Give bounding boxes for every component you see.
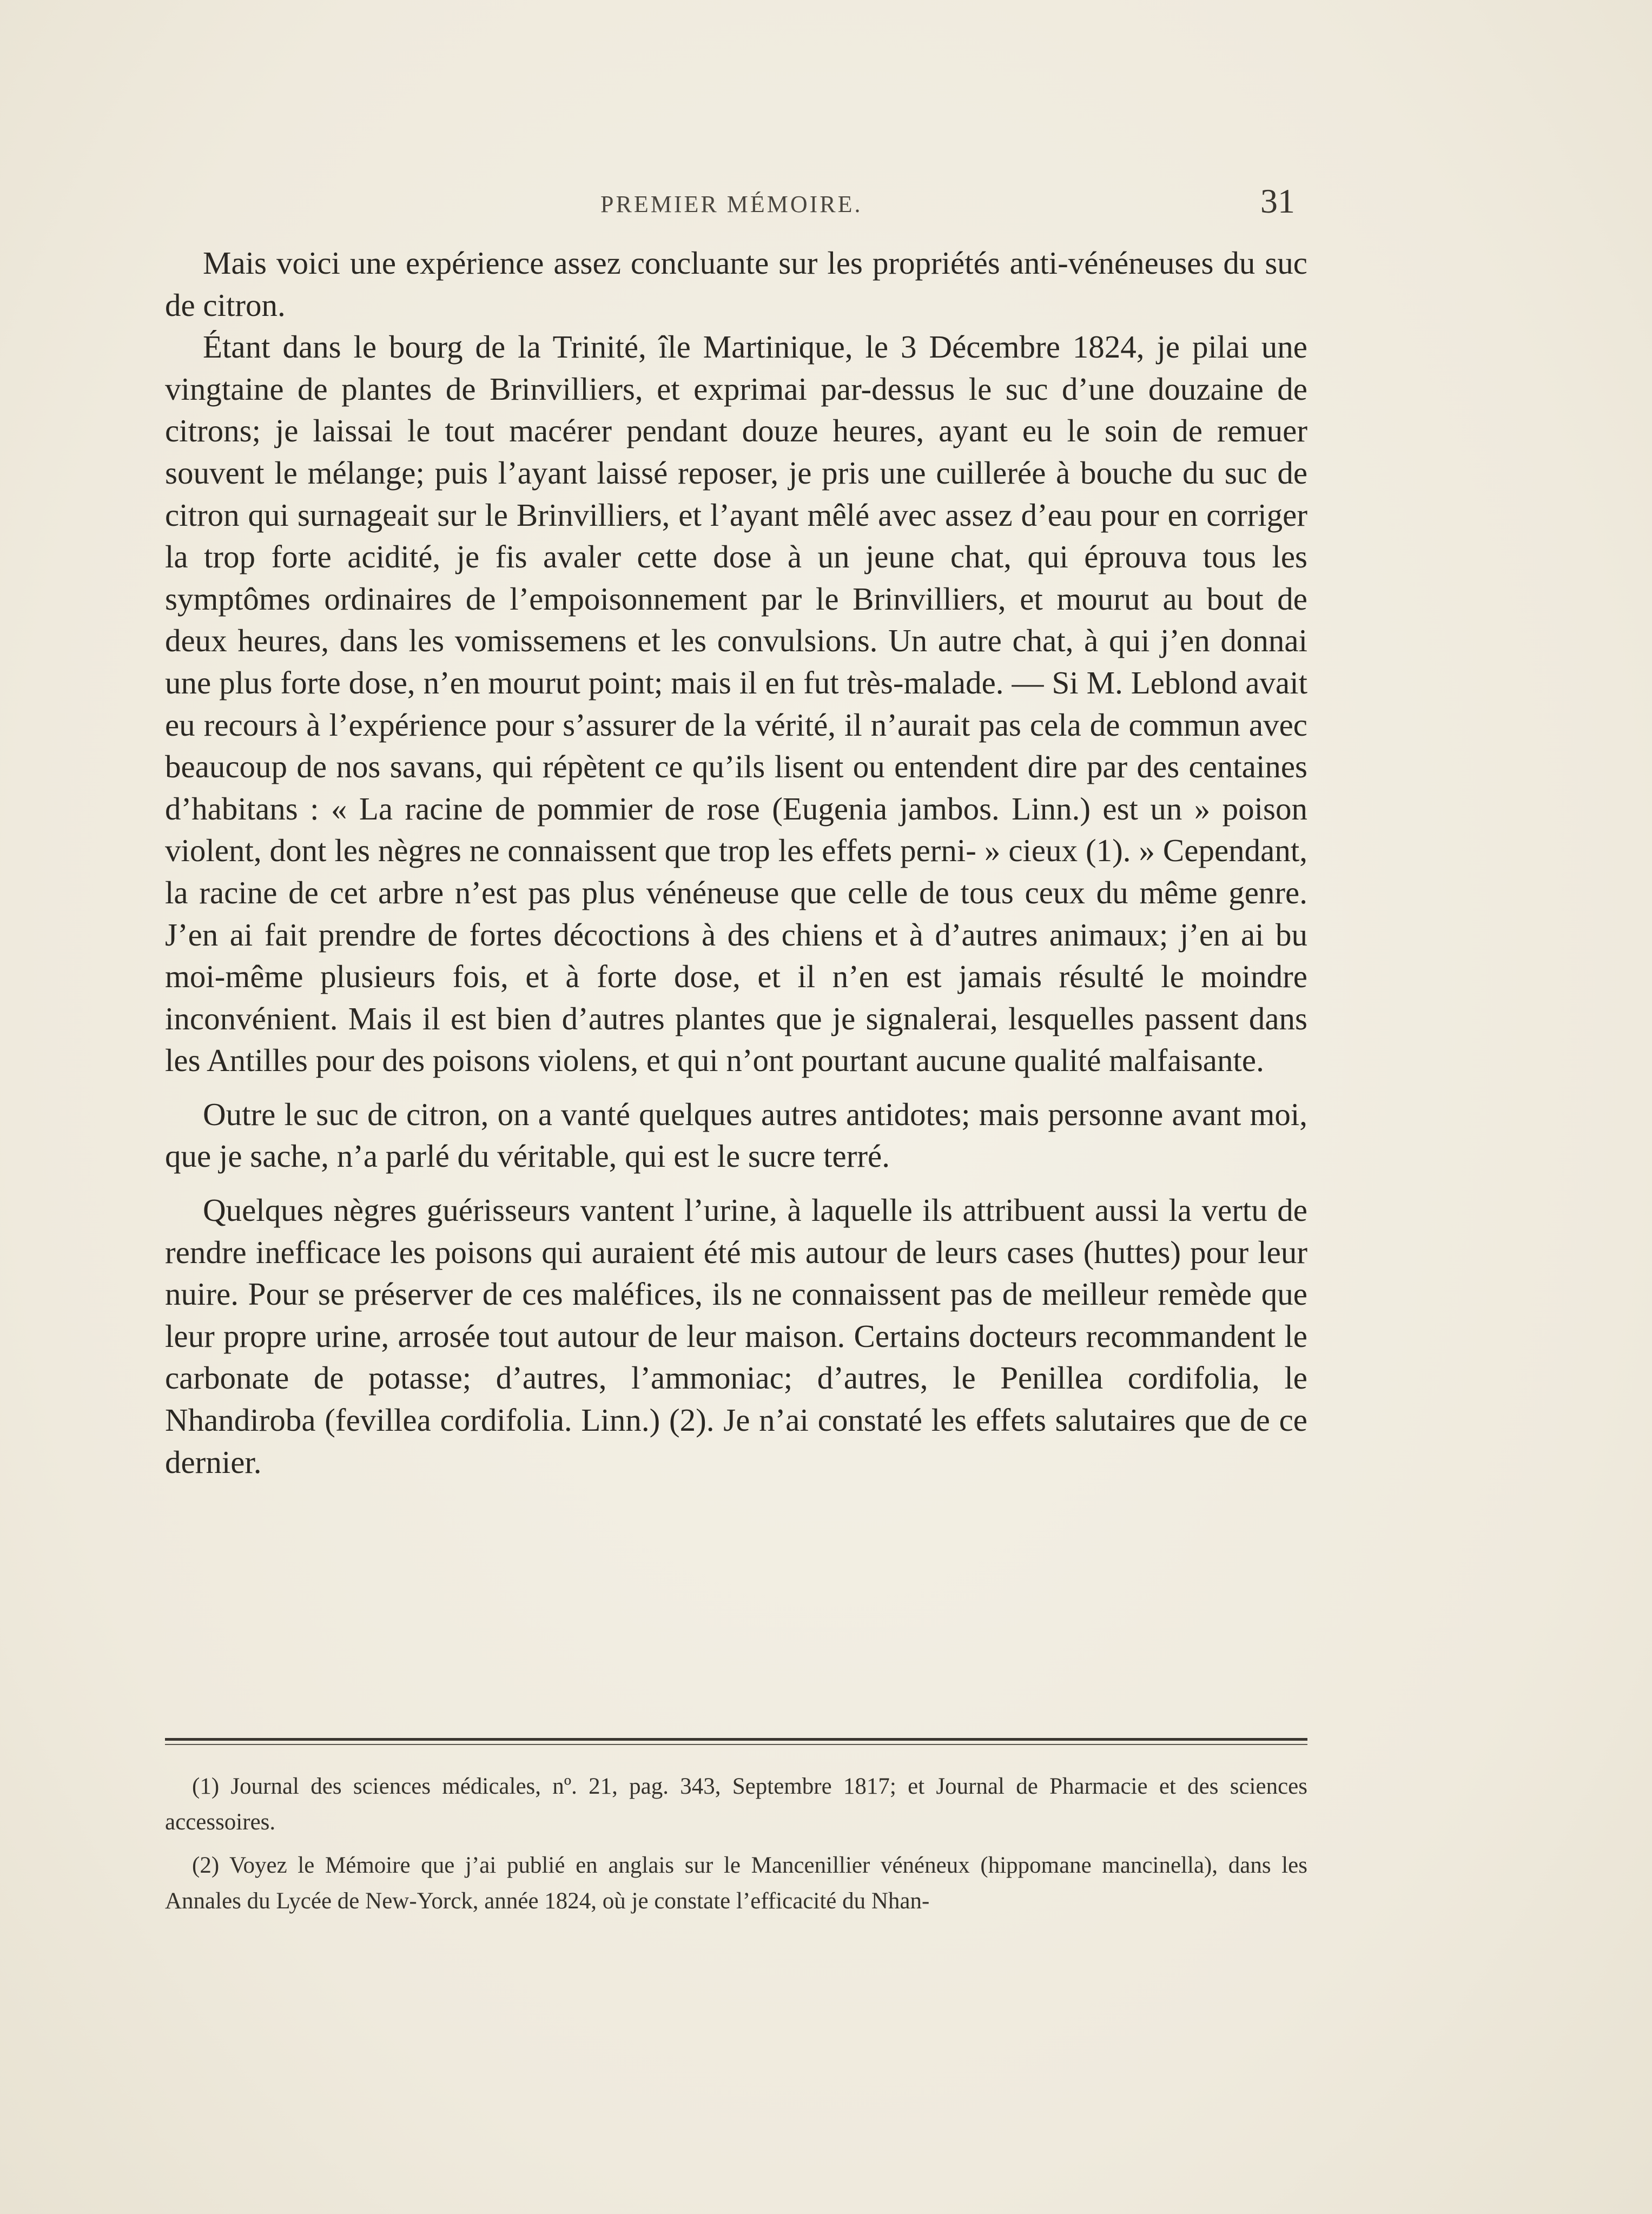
footnotes [165,1769,1307,1927]
paragraph-4: Quelques nègres guérisseurs vantent l’urine, à laquelle ils attribuent aussi la vertu de rendre inefficace les poisons qui auraient été mis autour de leurs cases (huttes) pour leur nuire. Pour se préserver de ces maléfices, ils ne connaissent pas de meilleur remède que leur propre urine, arrosée tout autour de leur maison. Certains docteurs recommandent le carbonate de potasse; d’autres, l’ammoniac; d’autres, le Penillea cordifolia, le Nhandiroba (fevillea cordifolia. Linn.) (2). Je n’ai constaté les effets salutaires que de ce dernier. [165,1192,1307,1480]
running-title: PREMIER MÉMOIRE. [600,191,863,217]
main-text [165,242,1307,1483]
footnote-divider [165,1738,1307,1741]
paragraph-1: Mais voici une expérience assez concluante sur les propriétés anti-vénéneuses du suc de citron. [165,245,1307,323]
paragraph-2: Étant dans le bourg de la Trinité, île Martinique, le 3 Décembre 1824, je pilai une vingtaine de plantes de Brinvilliers, et exprimai par-dessus le suc d’une douzaine de citrons; je laissai le tout macérer pendant douze heures, ayant eu le soin de remuer souvent le mélange; puis l’ayant laissé reposer, je pris une cuillerée à bouche du suc de citron qui surnageait sur le Brinvilliers, et l’ayant mêlé avec assez d’eau pour en corriger la trop forte acidité, je fis avaler cette dose à un jeune chat, qui éprouva tous les symptômes ordinaires de l’empoisonnement par le Brinvilliers, et mourut au bout de deux heures, dans les vomissemens et les convulsions. Un autre chat, à qui j’en donnai une plus forte dose, n’en mourut point; mais il en fut très-malade. — Si M. Leblond avait eu recours à l’expérience pour s’assurer de la vérité, il n’aurait pas cela de commun avec beaucoup de nos savans, qui répètent ce qu’ils lisent ou entendent dire par des centaines d’habitans : « La racine de pommier de rose (Eugenia jambos. Linn.) est un » poison violent, dont les nègres ne connaissent que trop les effets perni- » cieux (1). » Cependant, la racine de cet arbre n’est pas plus vénéneuse que celle de tous ceux du même genre. J’en ai fait prendre de fortes décoctions à des chiens et à d’autres animaux; j’en ai bu moi-même plusieurs fois, et à forte dose, et il n’en est jamais résulté le moindre inconvénient. Mais il est bien d’autres plantes que je signalerai, lesquelles passent dans les Antilles pour des poisons violens, et qui n’ont pourtant aucune qualité malfaisante. [165,329,1307,1079]
page-number: 31 [1260,182,1295,220]
paragraph-3: Outre le suc de citron, on a vanté quelques autres antidotes; mais personne avant moi, que je sache, n’a parlé du véritable, qui est le sucre terré. [165,1096,1307,1174]
footnote-divider-thin [165,1744,1307,1745]
footnote-2: (2) Voyez le Mémoire que j’ai publié en anglais sur le Mancenillier vénéneux (hippomane mancinella), dans les Annales du Lycée de New-Yorck, année 1824, où je constate l’efficacité du Nhan- [165,1853,1307,1914]
footnote-1: (1) Journal des sciences médicales, nº. 21, pag. 343, Septembre 1817; et Journal de Pharmacie et des sciences accessoires. [165,1774,1307,1835]
